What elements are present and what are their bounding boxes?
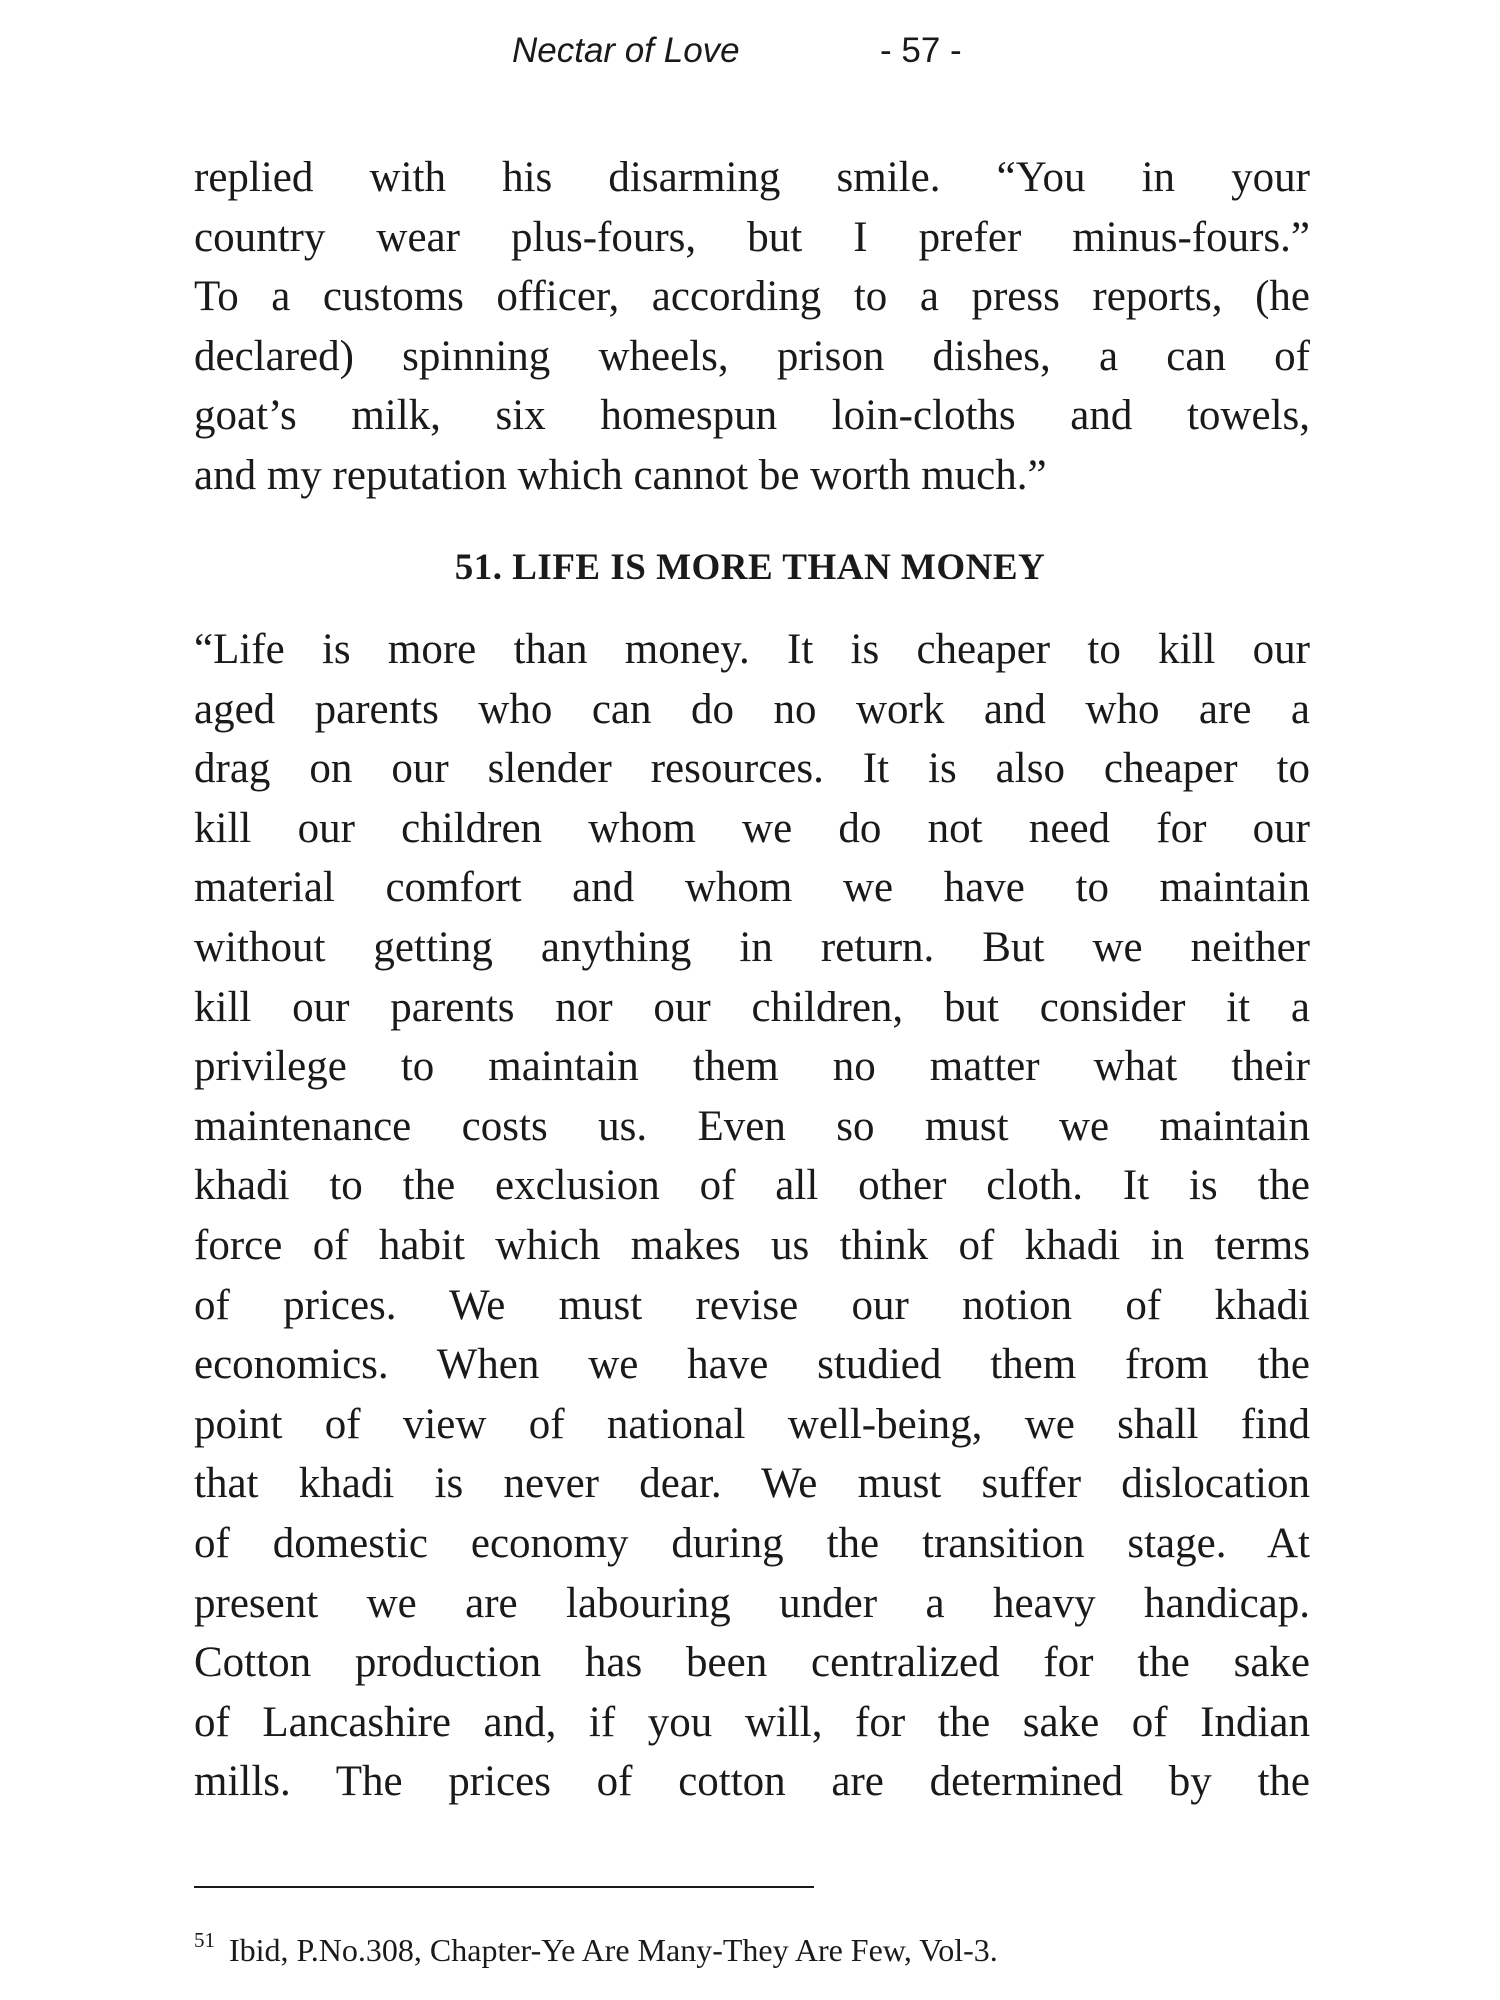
text-line: kill our parents nor our children, but consider it a	[194, 983, 1310, 1031]
text-line: privilege to maintain them no matter what their	[194, 1043, 1310, 1091]
page-number: - 57 -	[880, 31, 962, 70]
text-line: economics. When we have studied them from the	[194, 1341, 1310, 1389]
text-line: material comfort and whom we have to maintain	[194, 864, 1310, 912]
text-line: present we are labouring under a heavy handicap.	[194, 1579, 1310, 1627]
text-line: goat’s milk, six homespun loin-cloths and towels,	[194, 392, 1310, 440]
text-line: of domestic economy during the transition stage. At	[194, 1519, 1310, 1567]
text-line: without getting anything in return. But we neither	[194, 923, 1310, 971]
text-line: To a customs officer, according to a press reports, (he	[194, 273, 1310, 321]
footnote-text: Ibid, P.No.308, Chapter-Ye Are Many-They Are Few, Vol-3.	[229, 1932, 998, 1968]
text-line: declared) spinning wheels, prison dishes, a can of	[194, 332, 1310, 380]
book-title: Nectar of Love	[512, 31, 740, 70]
footnote-marker: 51	[194, 1928, 215, 1952]
text-line: that khadi is never dear. We must suffer dislocation	[194, 1460, 1310, 1508]
running-header	[0, 28, 1500, 74]
text-line: Cotton production has been centralized for the sake	[194, 1639, 1310, 1687]
text-line-last: and my reputation which cannot be worth much.”	[194, 451, 1047, 499]
text-line: “Life is more than money. It is cheaper to kill our	[194, 626, 1310, 673]
continuation-paragraph	[194, 148, 1310, 506]
text-line: of Lancashire and, if you will, for the sake of Indian	[194, 1698, 1310, 1746]
text-line: khadi to the exclusion of all other cloth. It is the	[194, 1162, 1310, 1210]
text-line: replied with his disarming smile. “You in your	[194, 154, 1310, 201]
text-line: point of view of national well-being, we shall find	[194, 1400, 1310, 1448]
text-line: force of habit which makes us think of khadi in terms	[194, 1221, 1310, 1269]
text-line: country wear plus-fours, but I prefer minus-fours.”	[194, 213, 1310, 261]
footnote-divider	[194, 1886, 814, 1888]
text-line: aged parents who can do no work and who are a	[194, 685, 1310, 733]
section-paragraph	[194, 620, 1310, 1812]
text-line: kill our children whom we do not need for our	[194, 804, 1310, 852]
text-line: drag on our slender resources. It is also cheaper to	[194, 745, 1310, 793]
footnote	[194, 1918, 1310, 1972]
text-line: of prices. We must revise our notion of khadi	[194, 1281, 1310, 1329]
section-heading: 51. LIFE IS MORE THAN MONEY	[454, 547, 1046, 588]
text-line: mills. The prices of cotton are determined by the	[194, 1758, 1310, 1806]
text-line: maintenance costs us. Even so must we maintain	[194, 1102, 1310, 1150]
